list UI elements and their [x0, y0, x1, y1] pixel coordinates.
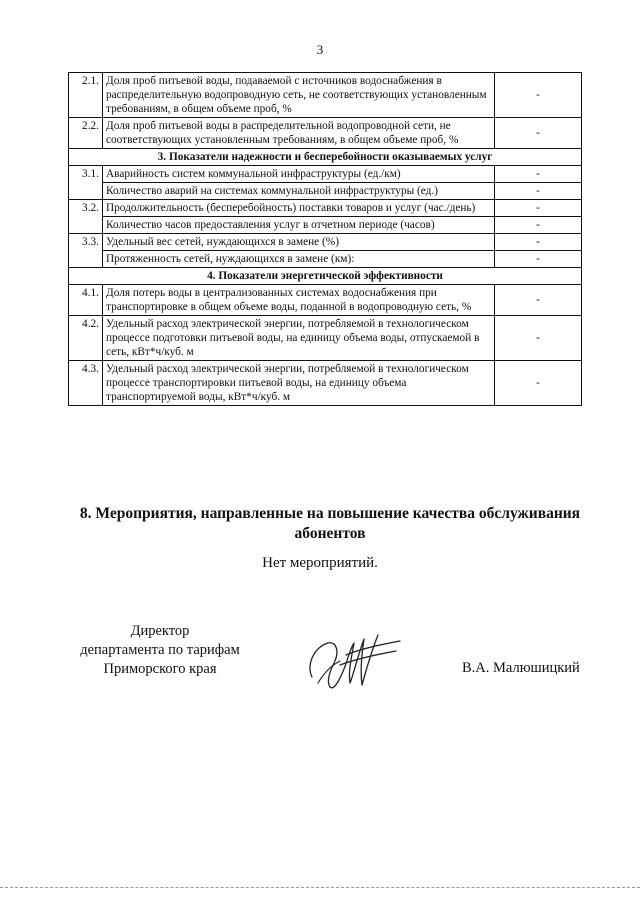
row-text: Доля проб питьевой воды в распределительной водопроводной сети, не соответствующих установленным требованиям, в общем объеме проб, % — [103, 118, 495, 149]
section-4-title: 4. Показатели энергетической эффективности — [69, 268, 582, 285]
row-value: - — [495, 361, 582, 406]
table-row — [69, 118, 582, 149]
row-text: Количество аварий на системах коммунальной инфраструктуры (ед.) — [103, 183, 495, 200]
table-row — [69, 73, 582, 118]
row-text: Количество часов предоставления услуг в отчетном периоде (часов) — [103, 217, 495, 234]
table-row — [69, 234, 582, 251]
row-value: - — [495, 234, 582, 251]
row-value: - — [495, 285, 582, 316]
signer-name: В.А. Малюшицкий — [462, 660, 580, 676]
table-row — [69, 217, 582, 234]
row-number: 4.1. — [69, 285, 103, 316]
row-value: - — [495, 183, 582, 200]
row-text: Удельный расход электрической энергии, потребляемой в технологическом процессе транспортировки питьевой воды, на единицу объема транспортируемой воды, кВт*ч/куб. м — [103, 361, 495, 406]
section-header-row — [69, 268, 582, 285]
row-value: - — [495, 73, 582, 118]
row-number: 3.1. — [69, 166, 103, 200]
row-number: 3.3. — [69, 234, 103, 268]
row-text: Продолжительность (бесперебойность) поставки товаров и услуг (час./день) — [103, 200, 495, 217]
table-row — [69, 316, 582, 361]
handwritten-signature — [300, 625, 410, 695]
page-number: 3 — [316, 42, 324, 57]
page-edge-line — [0, 887, 640, 888]
row-number: 2.2. — [69, 118, 103, 149]
row-value: - — [495, 166, 582, 183]
signer-department: департамента по тарифам — [80, 642, 240, 658]
table-row — [69, 166, 582, 183]
row-text: Доля проб питьевой воды, подаваемой с источников водоснабжения в распределительную водопроводную сеть, не соответствующих установленным требованиям, в общем объеме проб, % — [103, 73, 495, 118]
row-number: 4.3. — [69, 361, 103, 406]
table-row — [69, 285, 582, 316]
row-value: - — [495, 217, 582, 234]
indicators-table — [68, 72, 582, 406]
row-text: Удельный вес сетей, нуждающихся в замене (%) — [103, 234, 495, 251]
row-value: - — [495, 251, 582, 268]
row-text: Доля потерь воды в централизованных системах водоснабжения при транспортировке в общем объеме воды, поданной в водопроводную сеть, % — [103, 285, 495, 316]
row-text: Удельный расход электрической энергии, потребляемой в технологическом процессе подготовки питьевой воды, на единицу объема воды, отпускаемой в сеть, кВт*ч/куб. м — [103, 316, 495, 361]
table-row — [69, 200, 582, 217]
row-value: - — [495, 200, 582, 217]
signer-region: Приморского края — [103, 661, 217, 677]
table-row — [69, 361, 582, 406]
table-row — [69, 251, 582, 268]
row-text: Протяженность сетей, нуждающихся в замене (км): — [103, 251, 495, 268]
signer-title — [50, 622, 270, 679]
section-3-title: 3. Показатели надежности и бесперебойности оказываемых услуг — [69, 149, 582, 166]
no-events-text: Нет мероприятий. — [262, 555, 378, 571]
row-text: Аварийность систем коммунальной инфраструктуры (ед./км) — [103, 166, 495, 183]
section-8-heading: 8. Мероприятия, направленные на повышение качества обслуживания абонентов — [79, 505, 581, 542]
row-number: 2.1. — [69, 73, 103, 118]
row-number: 3.2. — [69, 200, 103, 234]
row-value: - — [495, 118, 582, 149]
section-header-row — [69, 149, 582, 166]
row-value: - — [495, 316, 582, 361]
row-number: 4.2. — [69, 316, 103, 361]
table-row — [69, 183, 582, 200]
signer-position: Директор — [130, 623, 190, 639]
